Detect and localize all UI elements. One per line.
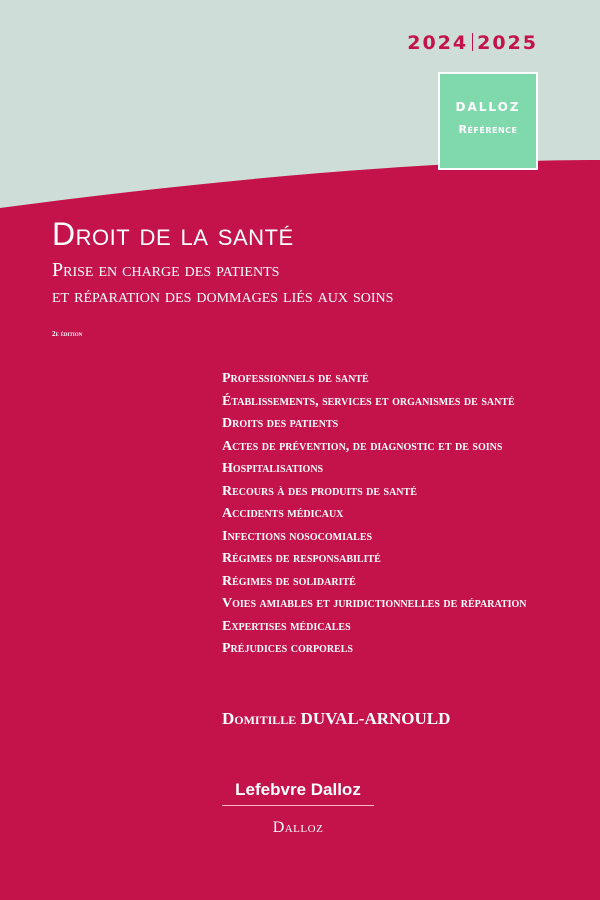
year-separator [472, 33, 473, 51]
topic-item: Établissements, services et organismes de santé [222, 393, 515, 409]
year-end: 2025 [477, 32, 538, 54]
topic-item: Droits des patients [222, 416, 339, 431]
topic-item: Préjudices corporels [222, 641, 353, 656]
topic-item: Expertises médicales [222, 618, 351, 634]
publisher-divider [222, 805, 374, 806]
topic-item: Hospitalisations [222, 461, 324, 476]
topics-list [222, 368, 527, 661]
author-last-name: DUVAL-ARNOULD [300, 709, 451, 728]
subtitle-line1: Prise en charge des patients [52, 259, 280, 281]
collection-badge [438, 72, 538, 170]
edition-years [407, 32, 538, 54]
author-first-name: Domitille [222, 709, 297, 728]
topic-item: Régimes de solidarité [222, 573, 356, 589]
topic-item: Accidents médicaux [222, 506, 344, 521]
publisher-logo: Lefebvre Dalloz [235, 780, 361, 799]
edition-label: 2e édition [52, 330, 83, 338]
topic-item: Infections nosocomiales [222, 528, 373, 544]
author-name [222, 709, 450, 729]
topic-item: Recours à des produits de santé [222, 483, 417, 499]
badge-line1: DALLOZ [455, 100, 521, 114]
topic-item: Actes de prévention, de diagnostic et de soins [222, 438, 503, 454]
topic-item: Régimes de responsabilité [222, 551, 381, 566]
badge-line2: Référence [458, 123, 518, 136]
subtitle-line2: et réparation des dommages liés aux soins [52, 285, 394, 307]
year-start: 2024 [407, 32, 469, 54]
topic-item: Voies amiables et juridictionnelles de réparation [222, 596, 527, 611]
imprint-logo: Dalloz [272, 819, 324, 836]
book-title: Droit de la santé [52, 216, 294, 252]
topic-item: Professionnels de santé [222, 371, 369, 386]
book-subtitle [52, 257, 393, 309]
